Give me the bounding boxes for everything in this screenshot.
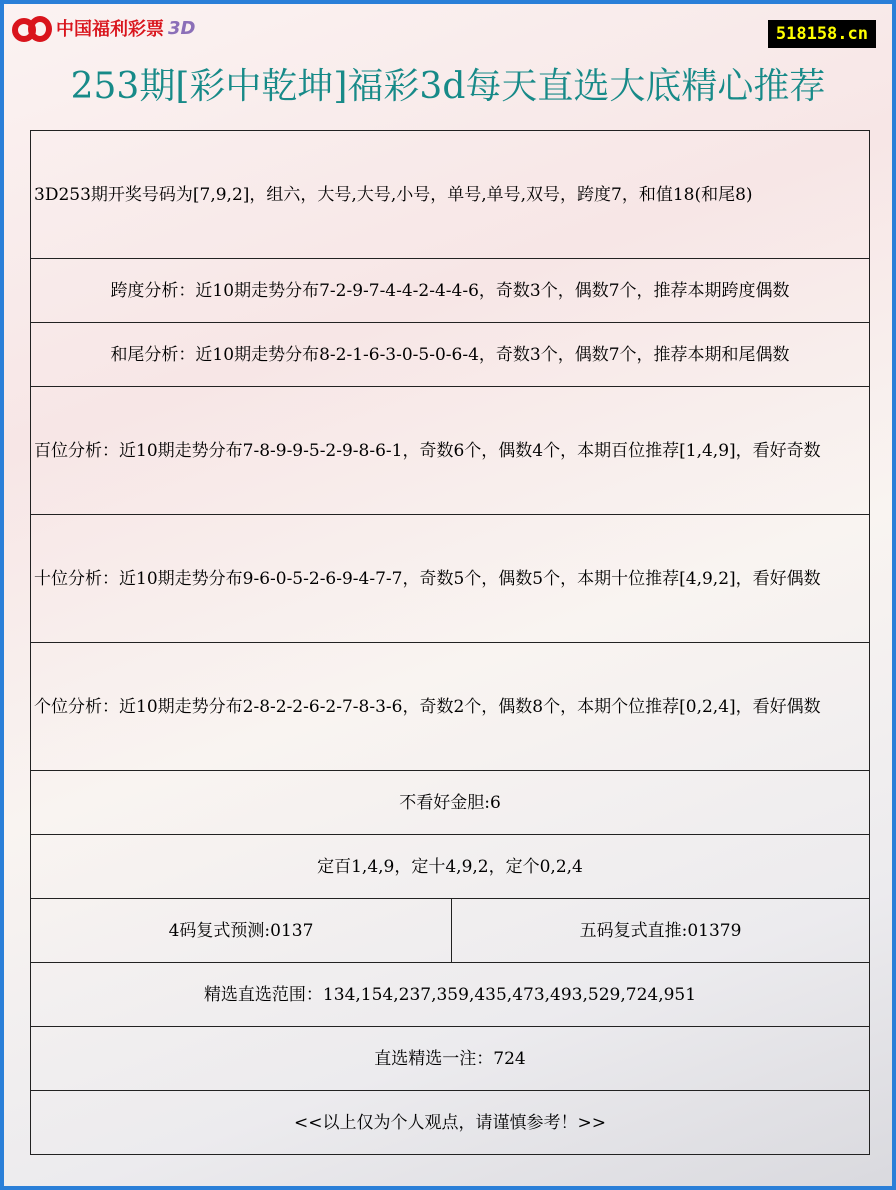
tens-analysis: 十位分析：近10期走势分布9-6-0-5-2-6-9-4-7-7，奇数5个，偶数5个，本期十位推荐[4,9,2]，看好偶数 [31, 515, 870, 643]
lottery-logo [12, 12, 195, 44]
hundreds-analysis: 百位分析：近10期走势分布7-8-9-9-5-2-9-8-6-1，奇数6个，偶数4个，本期百位推荐[1,4,9]，看好奇数 [31, 387, 870, 515]
direct-range: 精选直选范围：134,154,237,359,435,473,493,529,724,951 [31, 963, 870, 1027]
logo-3d: 3D [168, 17, 196, 39]
position-picks: 定百1,4,9，定十4,9,2，定个0,2,4 [31, 835, 870, 899]
logo-icon [12, 12, 52, 44]
single-pick: 直选精选一注：724 [31, 1027, 870, 1091]
disclaimer: <<以上仅为个人观点，请谨慎参考！>> [31, 1091, 870, 1155]
prediction-table [30, 130, 870, 1155]
units-analysis: 个位分析：近10期走势分布2-8-2-2-6-2-7-8-3-6，奇数2个，偶数8个，本期个位推荐[0,2,4]，看好偶数 [31, 643, 870, 771]
four-code-prediction: 4码复式预测:0137 [31, 899, 452, 963]
kill-digit: 不看好金胆:6 [31, 771, 870, 835]
draw-result: 3D253期开奖号码为[7,9,2]，组六，大号,大号,小号，单号,单号,双号，跨度7，和值18(和尾8) [31, 131, 870, 259]
site-badge[interactable]: 518158.cn [768, 20, 876, 48]
five-code-prediction: 五码复式直推:01379 [452, 899, 870, 963]
logo-text: 中国福利彩票 [56, 19, 164, 40]
sum-tail-analysis: 和尾分析：近10期走势分布8-2-1-6-3-0-5-0-6-4，奇数3个，偶数7个，推荐本期和尾偶数 [31, 323, 870, 387]
page-title: 253期[彩中乾坤]福彩3d每天直选大底精心推荐 [70, 66, 826, 107]
span-analysis: 跨度分析：近10期走势分布7-2-9-7-4-4-2-4-4-6，奇数3个，偶数7个，推荐本期跨度偶数 [31, 259, 870, 323]
